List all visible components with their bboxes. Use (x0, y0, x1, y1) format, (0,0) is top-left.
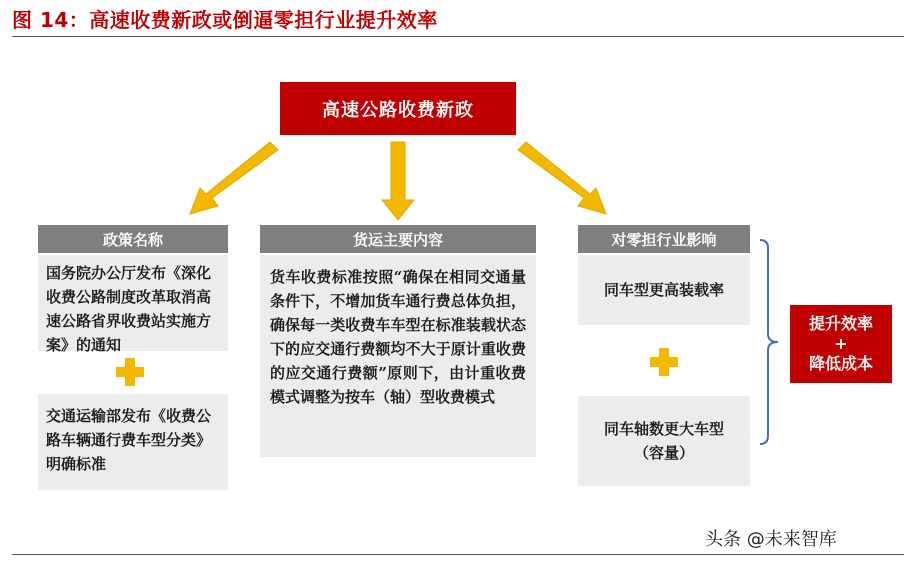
arrow-down-icon (382, 142, 414, 220)
plus-icon (116, 358, 144, 386)
watermark: 头条 @未来智库 (705, 529, 837, 550)
impact-item-2: 同车轴数更大车型（容量） (578, 396, 750, 486)
plus-icon (650, 348, 678, 376)
center-policy-box: 高速公路收费新政 (280, 82, 516, 135)
result-line-1: 提升效率 (808, 314, 873, 333)
policy-item-1: 国务院办公厅发布《深化收费公路制度改革取消高速公路省界收费站实施方案》的通知 (38, 255, 228, 351)
result-line-3: 降低成本 (808, 354, 873, 373)
result-box (790, 305, 892, 383)
policy-header: 政策名称 (38, 225, 228, 253)
impact-item-1: 同车型更高装载率 (578, 255, 750, 325)
figure-title: 图 14：高速收费新政或倒逼零担行业提升效率 (12, 8, 438, 32)
bracket-icon (760, 240, 778, 444)
arrow-right-icon (518, 142, 606, 214)
bottom-divider (12, 554, 904, 555)
result-line-2: + (834, 334, 848, 353)
policy-item-2: 交通运输部发布《收费公路车辆通行费车型分类》明确标准 (38, 394, 228, 490)
content-text: 货车收费标准按照“确保在相同交通量条件下，不增加货车通行费总体负担，确保每一类收费车车型在标准装载状态下的应交通行费额均不大于原计重收费的应交通行费额”原则下，由计重收费模式调整为按车（轴）型收费模式 (260, 255, 536, 457)
content-header: 货运主要内容 (260, 225, 536, 253)
arrow-left-icon (190, 142, 278, 214)
impact-header: 对零担行业影响 (578, 225, 750, 253)
